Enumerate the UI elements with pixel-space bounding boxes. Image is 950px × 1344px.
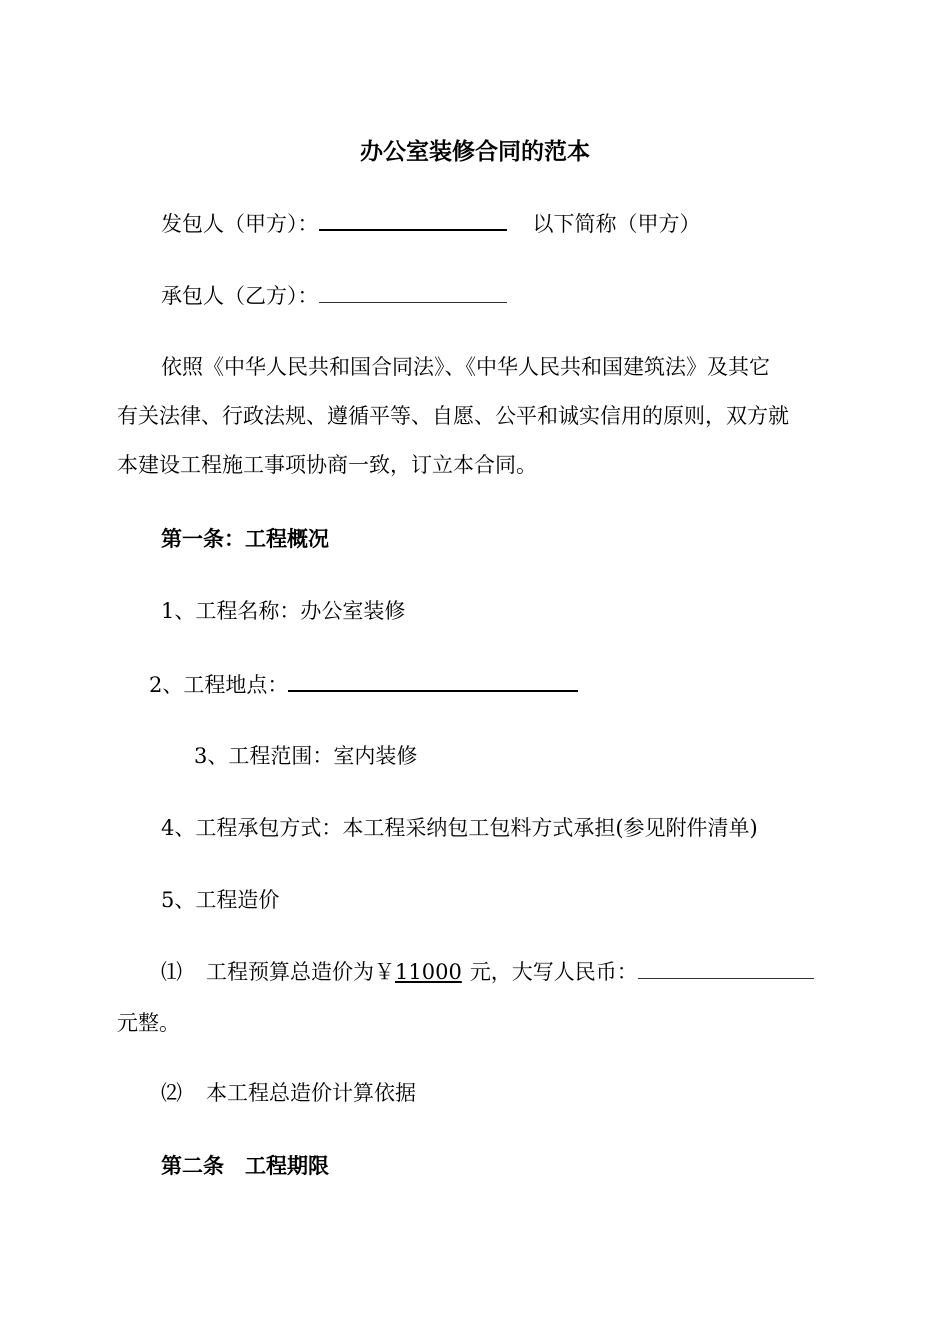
item-project-name: 1、工程名称：办公室装修 <box>161 599 406 623</box>
party-b-blank[interactable] <box>319 301 507 303</box>
item-project-scope: 3、工程范围：室内装修 <box>194 744 418 768</box>
document-title: 办公室装修合同的范本 <box>360 138 590 165</box>
price-marker: ⑴ <box>161 960 182 984</box>
party-a-line <box>161 210 701 238</box>
article-1-heading: 第一条：工程概况 <box>161 526 329 551</box>
item-project-location-label: 2、工程地点： <box>149 673 289 697</box>
basis-marker: ⑵ <box>161 1081 182 1105</box>
basis-line <box>161 1079 416 1107</box>
basis-text: 本工程总造价计算依据 <box>206 1081 416 1105</box>
item-contract-method: 4、工程承包方式：本工程采纳包工包料方式承担(参见附件清单) <box>161 816 758 840</box>
party-b-label: 承包人（乙方）： <box>161 284 319 308</box>
article-2-heading: 第二条 工程期限 <box>161 1153 329 1178</box>
price-line <box>161 958 814 986</box>
item-project-location <box>149 671 578 699</box>
party-a-suffix: 以下简称（甲方） <box>532 212 701 236</box>
price-amount: 11000 <box>395 960 462 984</box>
price-words-blank[interactable] <box>638 977 814 979</box>
intro-line-3: 本建设工程施工事项协商一致，订立本合同。 <box>117 453 537 477</box>
price-tail: 元整。 <box>117 1011 180 1035</box>
party-b-line <box>161 282 507 310</box>
intro-line-1: 依照《中华人民共和国合同法》、《中华人民共和国建筑法》及其它 <box>161 355 770 379</box>
item-project-cost: 5、工程造价 <box>161 888 280 912</box>
project-location-blank[interactable] <box>288 689 578 692</box>
intro-line-2: 有关法律、行政法规、遵循平等、自愿、公平和诚实信用的原则，双方就 <box>117 404 789 428</box>
party-a-blank[interactable] <box>319 228 507 231</box>
price-mid: 元，大写人民币： <box>469 960 638 984</box>
price-prefix: 工程预算总造价为￥ <box>206 960 395 984</box>
party-a-label: 发包人（甲方）： <box>161 212 319 236</box>
